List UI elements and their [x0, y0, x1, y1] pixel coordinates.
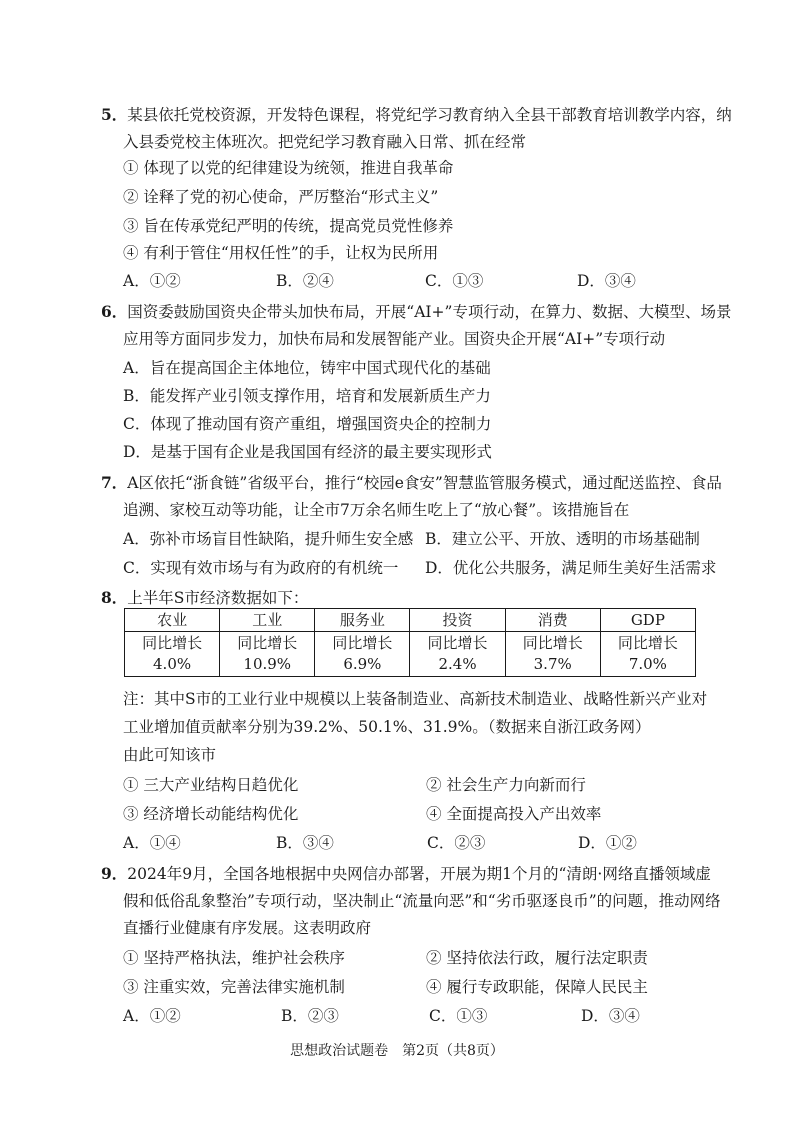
question-7-number: 7． — [101, 473, 128, 492]
table-row — [125, 632, 696, 677]
question-9-item-4: ④ 履行专政职能，保障人民民主 — [426, 978, 648, 996]
question-6-stem-text-1: 国资委鼓励国资央企带头加快布局，开展“AI+”专项行动，在算力、数据、大模型、场景 — [127, 303, 732, 321]
table-header-cell: 工业 — [220, 609, 315, 632]
question-5-stem-text-1: 某县依托党校资源，开发特色课程，将党纪学习教育纳入全县干部教育培训教学内容，纳 — [127, 106, 732, 124]
growth-value: 6.9% — [343, 655, 382, 673]
question-8-choice-d[interactable]: D．①② — [578, 834, 637, 852]
question-5-choice-c[interactable]: C．①③ — [425, 272, 484, 290]
question-6-option-c[interactable]: C．体现了推动国有资产重组，增强国资央企的控制力 — [123, 415, 492, 433]
question-9-item-1: ① 坚持严格执法，维护社会秩序 — [123, 949, 345, 967]
table-cell — [220, 632, 315, 677]
question-7-stem-line-2: 追溯、家校互动等功能，让全市7万余名师生吃上了“放心餐”。该措施旨在 — [123, 501, 630, 519]
question-6-option-a[interactable]: A．旨在提高国企主体地位，铸牢中国式现代化的基础 — [123, 359, 491, 377]
question-9-number: 9． — [101, 864, 128, 883]
question-9-stem-text-1: 2024年9月，全国各地根据中央网信办部署，开展为期1个月的“清朗·网络直播领域虚 — [127, 865, 711, 883]
table-cell — [600, 632, 695, 677]
growth-label: 同比增长 — [617, 634, 678, 652]
question-8-lead: 由此可知该市 — [123, 746, 217, 764]
question-8-choice-b[interactable]: B．③④ — [276, 834, 334, 852]
question-8-choice-c[interactable]: C．②③ — [427, 834, 486, 852]
growth-value: 10.9% — [243, 655, 292, 673]
question-9-stem-line-2: 假和低俗乱象整治”专项行动，坚决制止“流量向恶”和“劣币驱逐良币”的问题，推动网络 — [123, 892, 721, 910]
table-cell — [505, 632, 600, 677]
table-header-cell: 农业 — [125, 609, 220, 632]
question-9-choice-a[interactable]: A．①② — [123, 1007, 181, 1025]
question-8-number: 8． — [101, 588, 128, 607]
question-8-choice-a[interactable]: A．①④ — [123, 834, 181, 852]
question-7-stem-text-1: A区依托“浙食链”省级平台，推行“校园e食安”智慧监管服务模式，通过配送监控、食品 — [127, 474, 722, 492]
table-cell — [125, 632, 220, 677]
question-5-item-2: ② 诠释了党的初心使命，严厉整治“形式主义” — [123, 188, 439, 206]
question-5-stem-line-1 — [101, 104, 732, 126]
question-8-item-3: ③ 经济增长动能结构优化 — [123, 805, 299, 823]
table-cell — [410, 632, 505, 677]
question-7-stem-line-1 — [101, 472, 722, 494]
economic-data-table — [124, 608, 696, 677]
question-6-option-d[interactable]: D．是基于国有企业是我国国有经济的最主要实现形式 — [123, 443, 492, 461]
question-8-note-line-2: 工业增加值贡献率分别为39.2%、50.1%、31.9%。（数据来自浙江政务网） — [123, 718, 651, 736]
question-8-item-4: ④ 全面提高投入产出效率 — [426, 805, 602, 823]
question-7-option-d[interactable]: D．优化公共服务，满足师生美好生活需求 — [425, 559, 717, 577]
question-6-number: 6． — [101, 302, 128, 321]
question-7-option-b[interactable]: B．建立公平、开放、透明的市场基础制 — [425, 530, 700, 548]
question-6-stem-line-2: 应用等方面同步发力，加快布局和发展智能产业。国资央企开展“AI+”专项行动 — [123, 330, 666, 348]
table-header-cell: 投资 — [410, 609, 505, 632]
table-header-row — [125, 609, 696, 632]
question-9-stem-line-3: 直播行业健康有序发展。这表明政府 — [123, 919, 372, 937]
question-6-stem-line-1 — [101, 301, 731, 323]
question-8-stem-text: 上半年S市经济数据如下： — [127, 589, 309, 607]
growth-value: 7.0% — [628, 655, 667, 673]
question-5-item-4: ④ 有利于管住“用权任性”的手，让权为民所用 — [123, 244, 439, 262]
question-7-option-c[interactable]: C．实现有效市场与有为政府的有机统一 — [123, 559, 399, 577]
table-header-cell: GDP — [600, 609, 695, 632]
question-9-item-2: ② 坚持依法行政，履行法定职责 — [426, 949, 648, 967]
question-9-choice-d[interactable]: D．③④ — [581, 1007, 640, 1025]
growth-label: 同比增长 — [237, 634, 298, 652]
question-8-item-1: ① 三大产业结构日趋优化 — [123, 776, 299, 794]
question-5-choice-a[interactable]: A．①② — [123, 272, 181, 290]
table-cell — [315, 632, 410, 677]
question-9-item-3: ③ 注重实效，完善法律实施机制 — [123, 978, 345, 996]
question-5-number: 5． — [101, 105, 128, 124]
growth-label: 同比增长 — [522, 634, 583, 652]
growth-value: 4.0% — [153, 655, 192, 673]
question-5-choice-d[interactable]: D．③④ — [577, 272, 636, 290]
question-6-option-b[interactable]: B．能发挥产业引领支撑作用，培育和发展新质生产力 — [123, 387, 491, 405]
question-7-option-a[interactable]: A．弥补市场盲目性缺陷，提升师生安全感 — [123, 530, 414, 548]
growth-value: 2.4% — [438, 655, 477, 673]
growth-label: 同比增长 — [332, 634, 393, 652]
question-8-stem-line — [101, 587, 308, 609]
question-5-item-1: ① 体现了以党的纪律建设为统领，推进自我革命 — [123, 159, 454, 177]
question-9-choice-b[interactable]: B．②③ — [281, 1007, 339, 1025]
question-9-choice-c[interactable]: C．①③ — [429, 1007, 488, 1025]
growth-value: 3.7% — [533, 655, 572, 673]
question-8-item-2: ② 社会生产力向新而行 — [426, 776, 586, 794]
page-footer: 思想政治试题卷 第2页（共8页） — [290, 1043, 504, 1059]
question-5-choice-b[interactable]: B．②④ — [276, 272, 334, 290]
table-header-cell: 服务业 — [315, 609, 410, 632]
question-5-stem-line-2: 入县委党校主体班次。把党纪学习教育融入日常、抓在经常 — [123, 133, 527, 151]
growth-label: 同比增长 — [427, 634, 488, 652]
question-5-item-3: ③ 旨在传承党纪严明的传统，提高党员党性修养 — [123, 217, 454, 235]
growth-label: 同比增长 — [142, 634, 203, 652]
question-9-stem-line-1 — [101, 863, 711, 885]
question-8-note-line-1: 注：其中S市的工业行业中规模以上装备制造业、高新技术制造业、战略性新兴产业对 — [123, 690, 708, 708]
table-header-cell: 消费 — [505, 609, 600, 632]
